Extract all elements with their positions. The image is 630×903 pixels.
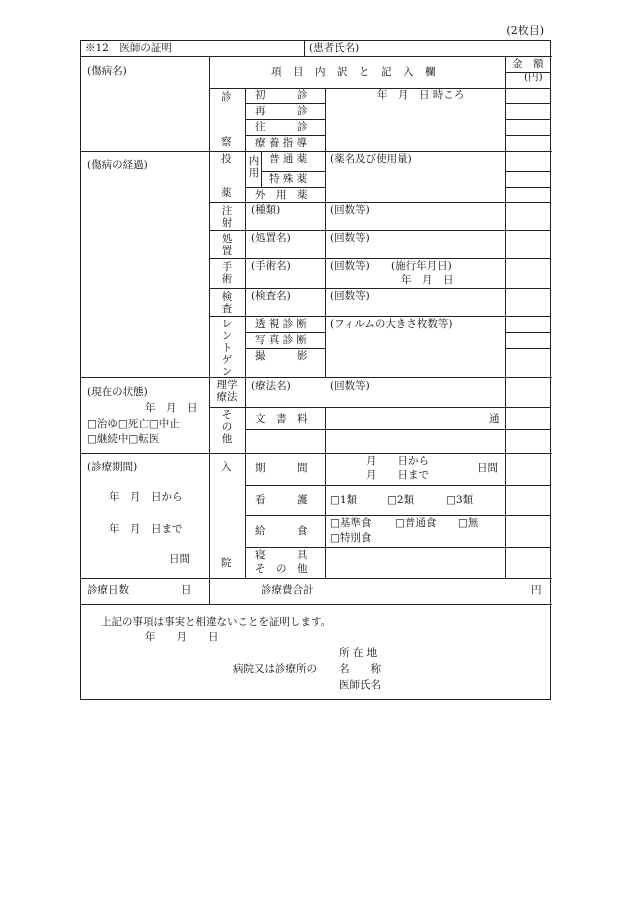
org-prefix: 病院又は診療所の <box>233 663 317 675</box>
visit-days-label: 診療日数 <box>87 584 129 596</box>
xray-label: レントゲン <box>221 318 233 378</box>
course-label: (傷病の経過) <box>87 159 148 171</box>
org-name-label: 名 称 <box>339 663 381 675</box>
bedding-label: 寝 具 <box>255 549 308 561</box>
meal-option-regular: □普通食 <box>395 517 437 529</box>
meal-label: 給 食 <box>255 525 308 537</box>
guidance-label: 療 養 指 導 <box>255 137 308 149</box>
treatment-count: (回数等) <box>330 232 370 244</box>
revisit-label: 再 診 <box>255 105 308 117</box>
amount-unit: (円) <box>524 71 543 83</box>
total-fee-unit: 円 <box>531 584 542 596</box>
diagnosis-side-top: 診 <box>221 91 232 103</box>
period-days: 日間 <box>169 553 190 565</box>
external-drug-label: 外 用 薬 <box>255 189 308 201</box>
regular-drug-label: 普 通 薬 <box>269 153 308 165</box>
injection-kind: (種類) <box>251 204 281 216</box>
exam-name: (検査名) <box>251 290 291 302</box>
therapy-count: (回数等) <box>330 380 370 392</box>
drug-note: (薬名及び使用量) <box>330 153 412 165</box>
certification-statement: 上記の事項は事実と相違ないことを証明します。 <box>101 616 332 628</box>
period-from: 年 月 日から <box>109 491 183 503</box>
therapy-name: (療法名) <box>251 380 291 392</box>
period-label: (診療期間) <box>87 461 138 473</box>
surgery-label: 手術 <box>221 261 233 285</box>
hospital-period-to: 月 日まで <box>366 469 429 481</box>
section-title: ※12 医師の証明 <box>85 42 172 54</box>
medical-certificate-form <box>80 40 551 700</box>
film-note: (フィルムの大きさ枚数等) <box>330 318 453 330</box>
page-number: (2枚目) <box>506 24 544 37</box>
injury-name-label: (傷病名) <box>87 65 127 77</box>
exam-label: 検査 <box>221 291 233 315</box>
internal-use-label: 内用 <box>248 155 260 179</box>
hospitalization-side-top: 入 <box>221 461 232 473</box>
treatment-label: 処置 <box>221 233 233 257</box>
nursing-option-1: □1類 <box>330 494 358 506</box>
nursing-option-3: □3類 <box>446 494 474 506</box>
nursing-label: 看 護 <box>255 494 308 506</box>
medication-side-bottom: 薬 <box>221 187 232 199</box>
visit-days-unit: 日 <box>181 584 192 596</box>
medication-side-top: 投 <box>221 153 232 165</box>
special-drug-label: 特 殊 薬 <box>269 173 308 185</box>
meal-option-standard: □基準食 <box>330 517 372 529</box>
hospital-period-days: 日間 <box>477 462 498 474</box>
imaging-label: 撮 影 <box>255 350 308 362</box>
document-fee-label: 文 書 料 <box>255 413 308 425</box>
meal-option-none: □無 <box>458 517 479 529</box>
photo-diagnosis-label: 写 真 診 断 <box>255 334 308 346</box>
outcome-options-1: □治ゆ□死亡□中止 <box>87 418 180 430</box>
outcome-options-2: □継続中□転医 <box>87 433 160 445</box>
copies-unit: 通 <box>489 413 500 425</box>
period-to: 年 月 日まで <box>109 523 183 535</box>
therapy-label: 理学療法 <box>216 379 238 403</box>
surgery-count: (回数等) <box>330 260 370 272</box>
other-label: その他 <box>221 409 233 445</box>
meal-option-special: □特別食 <box>330 532 372 544</box>
treatment-name: (処置名) <box>251 232 291 244</box>
first-visit-date: 年 月 日 時ころ <box>377 89 465 101</box>
exam-count: (回数等) <box>330 290 370 302</box>
house-call-label: 往 診 <box>255 121 308 133</box>
certification-date: 年 月 日 <box>145 631 219 643</box>
nursing-option-2: □2類 <box>387 494 415 506</box>
surgery-name: (手術名) <box>251 260 291 272</box>
doctor-name-label: 医師氏名 <box>339 679 381 691</box>
first-visit-label: 初 診 <box>255 89 308 101</box>
fluoroscopy-label: 透 視 診 断 <box>255 318 308 330</box>
hospital-period-label: 期 間 <box>255 462 308 474</box>
surgery-date: 年 月 日 <box>401 274 454 286</box>
hospitalization-side-bottom: 院 <box>221 557 232 569</box>
injection-count: (回数等) <box>330 204 370 216</box>
total-fee-label: 診療費合計 <box>261 584 314 596</box>
current-state-date: 年 月 日 <box>145 402 198 414</box>
items-title: 項 目 内 訳 と 記 入 欄 <box>271 66 436 78</box>
bedding-other-label: そ の 他 <box>255 563 308 575</box>
address-label: 所 在 地 <box>339 647 378 659</box>
current-state-label: (現在の状態) <box>87 386 148 398</box>
hospital-period-from: 月 日から <box>366 455 429 467</box>
diagnosis-side-bottom: 察 <box>221 136 232 148</box>
injection-label: 注射 <box>221 205 233 229</box>
patient-name-label: (患者氏名) <box>309 42 360 54</box>
amount-label: 金 額 <box>512 58 544 70</box>
surgery-date-label: (施行年月日) <box>391 260 452 272</box>
